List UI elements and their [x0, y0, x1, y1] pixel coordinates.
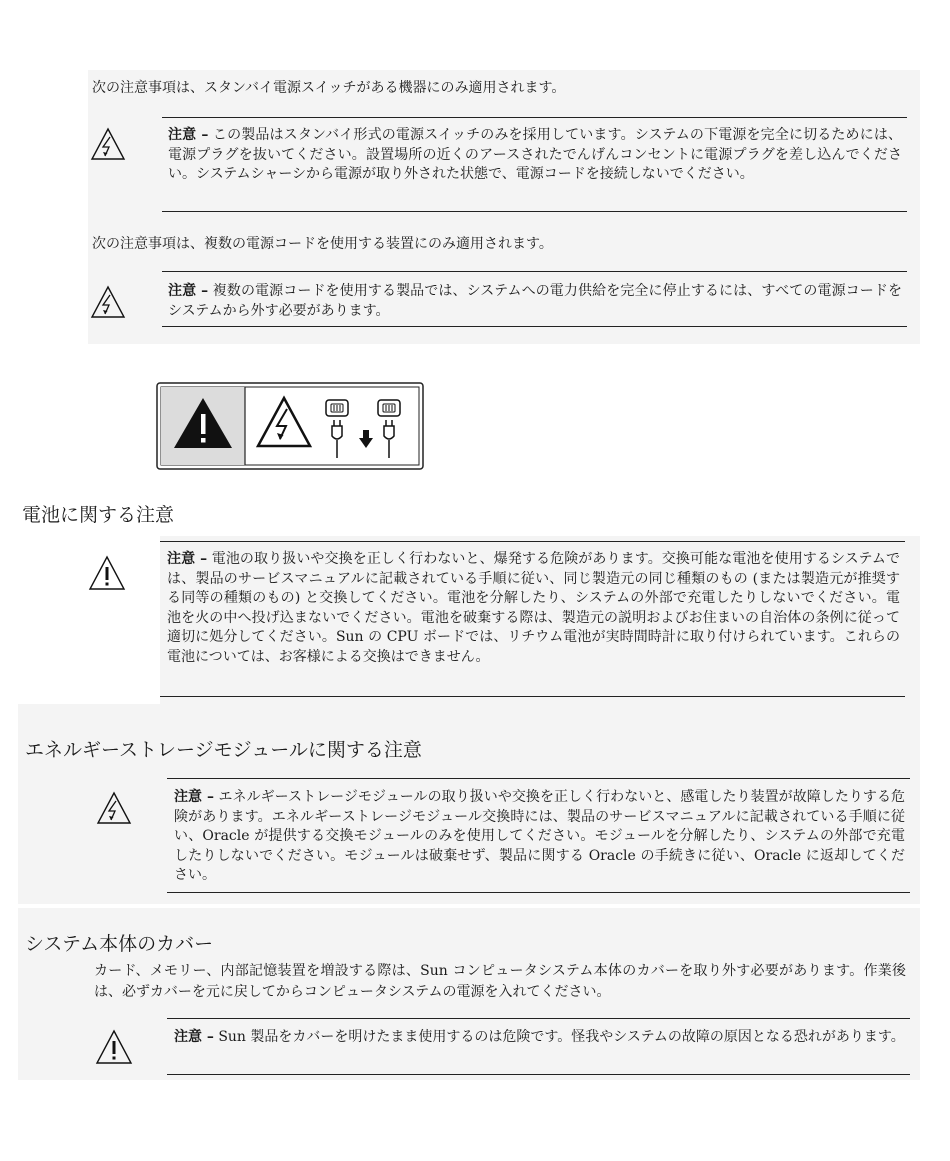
caution-label: 注意 – [168, 283, 209, 299]
caution-label: 注意 – [167, 551, 208, 567]
cover-body-text: カード、メモリー、内部記憶装置を増設する際は、Sun コンピュータシステム本体のカバーを取り外す必要があります。作業後は、必ずカバーを元に戻してからコンピュータシステムの電源を入れてください。 [94, 963, 906, 1000]
battery-section-title: 電池に関する注意 [22, 504, 175, 526]
energy-section-title: エネルギーストレージモジュールに関する注意 [25, 739, 422, 761]
warning-label-power-cords [156, 382, 424, 474]
caution-label: 注意 – [174, 789, 215, 805]
cover-section-title: システム本体のカバー [25, 933, 214, 955]
caution-exclamation-icon [94, 1028, 134, 1070]
caution-label: 注意 – [168, 127, 209, 143]
multicord-intro: 次の注意事項は、複数の電源コードを使用する装置にのみ適用されます。 [92, 236, 553, 252]
multicord-caution-text: 注意 – 複数の電源コードを使用する製品では、システムへの電力供給を完全に停止するには、すべての電源コードをシステムから外す必要があります。 [168, 283, 902, 319]
battery-caution-text: 注意 – 電池の取り扱いや交換を正しく行わないと、爆発する危険があります。交換可能な電池を使用するシステムでは、製品のサービスマニュアルに記載されている手順に従い、同じ製造元の同じ種類のもの (または製造元が推奨する同等の種類のもの) と交換してください。電池を分解したり、システムの外部で充電したりしないでください。電池を火の中へ投げ込まないでください。電池を破棄する際は、製造元の説明およびお住まいの自治体の条例に従って適切に処分してください。Sun の CPU ボードでは、リチウム電池が実時間時計に取り付けられています。これらの電池については、お客様による交換はできません。 [167, 551, 901, 665]
caution-exclamation-icon [87, 554, 127, 596]
standby-caution-text: 注意 – この製品はスタンバイ形式の電源スイッチのみを採用しています。システムの下電源を完全に切るためには、電源プラグを抜いてください。設置場所の近くのアースされたでんげんコンセントに電源プラグを差し込んでください。システムシャーシから電源が取り外された状態で、電源コードを接続しないでください。 [168, 127, 903, 182]
cover-caution-text: 注意 – Sun 製品をカバーを明けたまま使用するのは危険です。怪我やシステムの故障の原因となる恐れがあります。 [174, 1029, 905, 1045]
electric-shock-warning-icon [90, 284, 126, 324]
electric-shock-warning-icon [90, 126, 126, 166]
caution-label: 注意 – [174, 1029, 214, 1045]
electric-shock-warning-icon [96, 790, 132, 830]
energy-caution-text: 注意 – エネルギーストレージモジュールの取り扱いや交換を正しく行わないと、感電したり装置が故障したりする危険があります。エネルギーストレージモジュール交換時には、製品のサービスマニュアルに記載されている手順に従い、Oracle が提供する交換モジュールのみを使用してください。モジュールを分解したり、システムの外部で充電したりしないでください。モジュールは破棄せず、製品に関する Oracle の手続きに従い、Oracle に返却してください。 [174, 789, 905, 883]
standby-intro: 次の注意事項は、スタンバイ電源スイッチがある機器にのみ適用されます。 [92, 80, 566, 96]
